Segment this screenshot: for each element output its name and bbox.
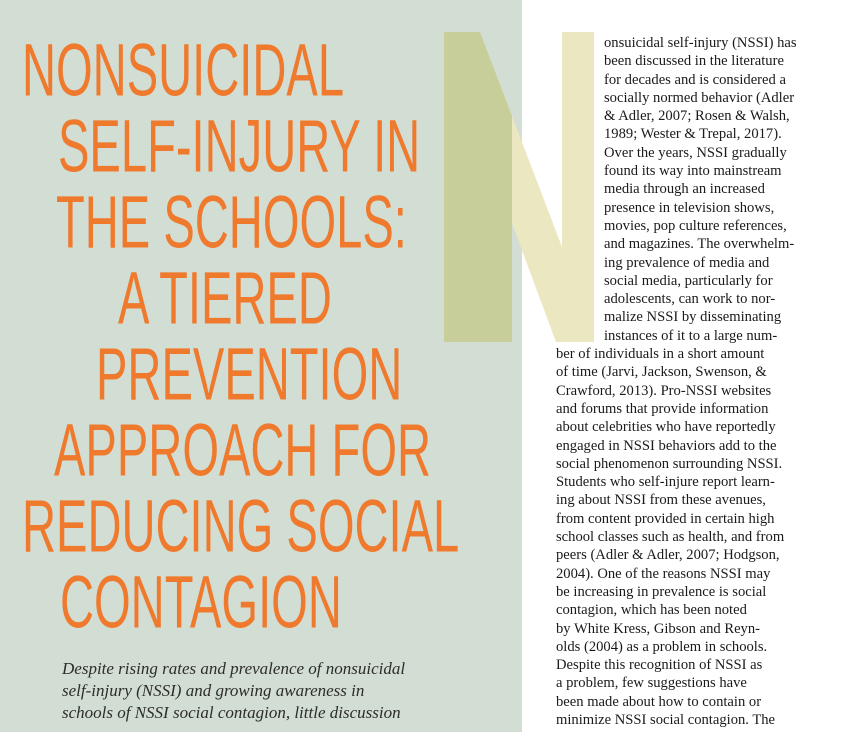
body-line: olds (2004) as a problem in schools. xyxy=(556,638,768,655)
title-line-4: A TIERED xyxy=(118,257,332,341)
body-line: instances of it to a large num- xyxy=(604,327,778,344)
body-line: & Adler, 2007; Rosen & Walsh, xyxy=(604,108,790,125)
body-line: been discussed in the literature xyxy=(604,53,784,70)
intro-line: Despite rising rates and prevalence of nonsuicidal xyxy=(62,659,406,678)
title-line-7: REDUCING SOCIAL xyxy=(22,485,460,569)
body-line: school classes such as health, and from xyxy=(556,529,785,546)
body-line: of time (Jarvi, Jackson, Swenson, & xyxy=(556,364,767,381)
body-line: Students who self-injure report learn- xyxy=(556,474,775,491)
intro-line: self-injury (NSSI) and growing awareness in xyxy=(62,681,365,700)
body-line: 1989; Wester & Trepal, 2017). xyxy=(604,126,782,143)
body-line: from content provided in certain high xyxy=(556,510,775,527)
body-line: Despite this recognition of NSSI as xyxy=(556,657,763,674)
body-line: ber of individuals in a short amount xyxy=(556,346,765,363)
title-line-5: PREVENTION xyxy=(96,333,403,417)
body-line: social phenomenon surrounding NSSI. xyxy=(556,455,783,472)
body-line: Crawford, 2013). Pro-NSSI websites xyxy=(556,382,772,399)
body-line: and forums that provide information xyxy=(556,400,769,417)
body-line: be increasing in prevalence is social xyxy=(556,583,767,600)
body-line: socially normed behavior (Adler xyxy=(604,89,795,106)
body-line: by White Kress, Gibson and Reyn- xyxy=(556,620,761,637)
title-line-2: SELF-INJURY IN xyxy=(58,105,421,189)
body-line: social media, particularly for xyxy=(604,272,773,289)
body-line: media through an increased xyxy=(604,181,765,198)
body-line: presence in television shows, xyxy=(604,199,775,216)
body-line: movies, pop culture references, xyxy=(604,217,787,234)
title-line-8: CONTAGION xyxy=(60,561,342,645)
body-line: engaged in NSSI behaviors add to the xyxy=(556,437,777,454)
body-line: onsuicidal self-injury (NSSI) has xyxy=(604,35,797,51)
body-line: 2004). One of the reasons NSSI may xyxy=(556,565,771,582)
body-line: Over the years, NSSI gradually xyxy=(604,144,787,161)
body-line: malize NSSI by disseminating xyxy=(604,309,782,326)
body-line: for decades and is considered a xyxy=(604,71,786,88)
body-column xyxy=(556,34,812,729)
body-line: ing prevalence of media and xyxy=(604,254,770,271)
body-line: a problem, few suggestions have xyxy=(556,675,747,692)
intro-paragraph xyxy=(62,658,442,724)
body-line: been made about how to contain or xyxy=(556,693,762,710)
body-line: minimize NSSI social contagion. The xyxy=(556,711,776,728)
intro-line: schools of NSSI social contagion, little discussion xyxy=(62,703,401,722)
body-line: and magazines. The overwhelm- xyxy=(604,236,795,253)
body-line: about celebrities who have reportedly xyxy=(556,419,776,436)
body-line: ing about NSSI from these avenues, xyxy=(556,492,766,509)
body-line: contagion, which has been noted xyxy=(556,602,747,619)
body-line: peers (Adler & Adler, 2007; Hodgson, xyxy=(556,547,780,564)
title-line-6: APPROACH FOR xyxy=(54,409,432,493)
body-line: found its way into mainstream xyxy=(604,163,782,180)
body-line: adolescents, can work to nor- xyxy=(604,291,776,308)
title-line-3: THE SCHOOLS: xyxy=(56,181,407,265)
title-line-1: NONSUICIDAL xyxy=(22,29,345,113)
